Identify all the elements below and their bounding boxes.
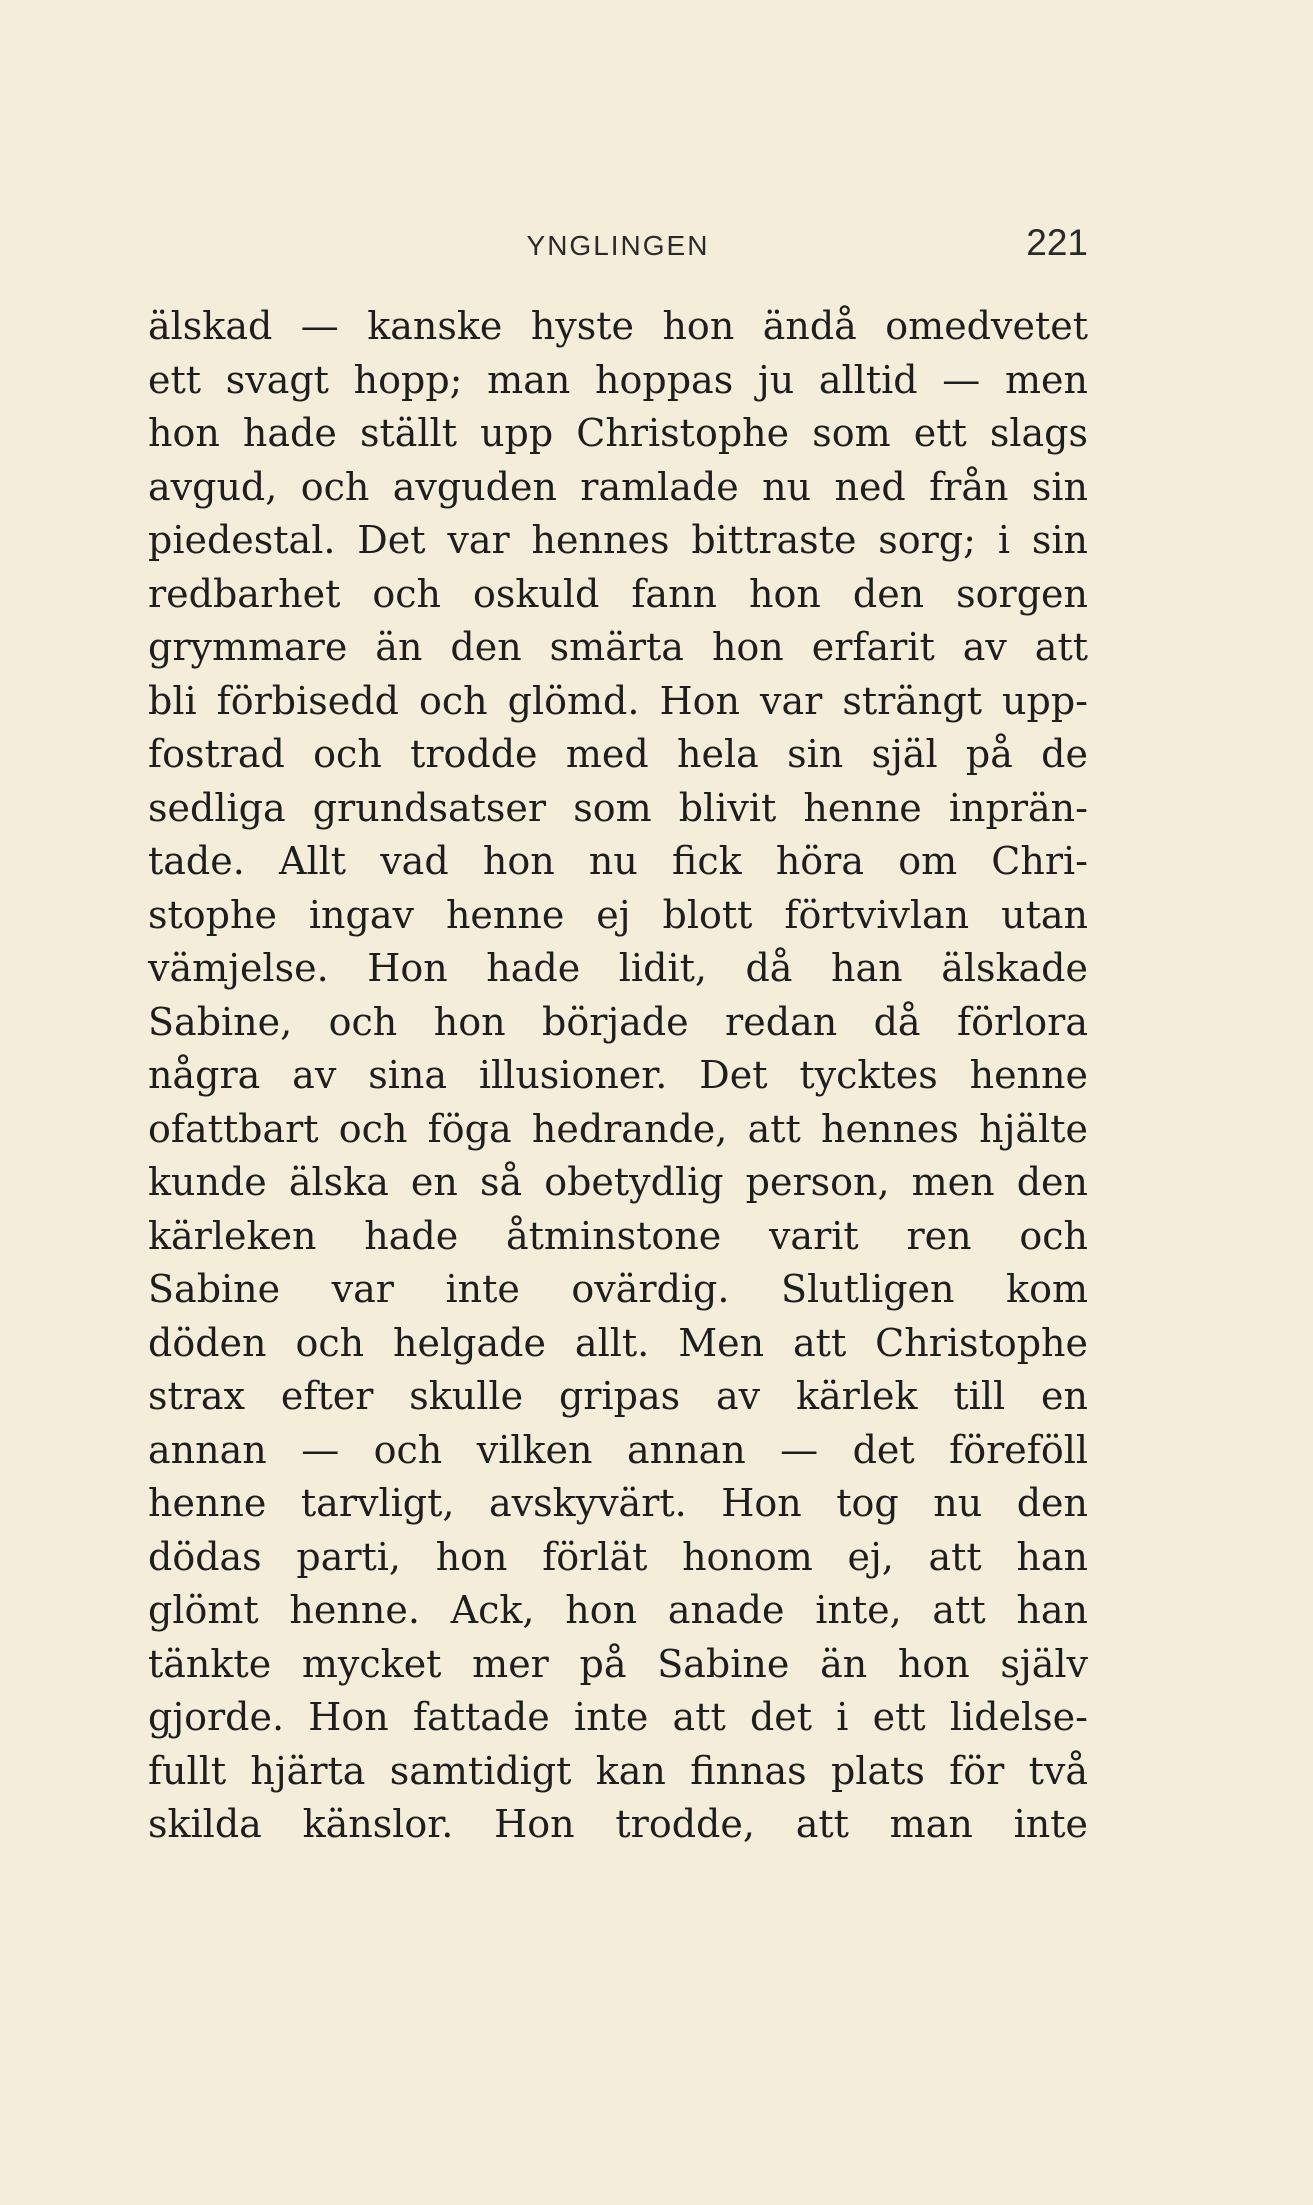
text-line: grymmare än den smärta hon erfarit av att bbox=[148, 625, 1088, 669]
text-line: bli förbisedd och glömd. Hon var strängt upp- bbox=[148, 678, 1088, 723]
text-line: strax efter skulle gripas av kärlek till en bbox=[148, 1374, 1088, 1418]
text-line: ofattbart och föga hedrande, att hennes hjälte bbox=[148, 1106, 1088, 1151]
text-line: gjorde. Hon fattade inte att det i ett lidelse- bbox=[148, 1695, 1088, 1739]
text-line: stophe ingav henne ej blott förtvivlan utan bbox=[148, 892, 1088, 937]
page-header bbox=[148, 222, 1088, 282]
text-line: glömt henne. Ack, hon anade inte, att han bbox=[148, 1588, 1088, 1632]
text-line: ett svagt hopp; man hoppas ju alltid — men bbox=[148, 357, 1088, 402]
text-line: Sabine var inte ovärdig. Slutligen kom bbox=[148, 1267, 1088, 1311]
text-line: kunde älska en så obetydlig person, men den bbox=[148, 1160, 1088, 1204]
text-line: kärleken hade åtminstone varit ren och bbox=[148, 1213, 1088, 1258]
text-line: redbarhet och oskuld fann hon den sorgen bbox=[148, 571, 1088, 616]
text-line: sedliga grundsatser som blivit henne inprän- bbox=[148, 785, 1088, 830]
text-line: annan — och vilken annan — det föreföll bbox=[148, 1427, 1088, 1472]
text-line: avgud, och avguden ramlade nu ned från sin bbox=[148, 464, 1088, 509]
text-line: vämjelse. Hon hade lidit, då han älskade bbox=[148, 946, 1088, 990]
text-line: döden och helgade allt. Men att Christophe bbox=[148, 1320, 1088, 1365]
text-line: tade. Allt vad hon nu fick höra om Chri- bbox=[148, 839, 1088, 883]
page-number: 221 bbox=[1026, 222, 1088, 263]
text-line: fullt hjärta samtidigt kan finnas plats för två bbox=[148, 1748, 1088, 1793]
text-line: henne tarvligt, avskyvärt. Hon tog nu den bbox=[148, 1481, 1088, 1525]
text-line: älskad — kanske hyste hon ändå omedvetet bbox=[148, 304, 1088, 348]
text-line: skilda känslor. Hon trodde, att man inte bbox=[148, 1802, 1088, 1846]
body-text bbox=[148, 300, 1088, 1852]
text-line: några av sina illusioner. Det tycktes henne bbox=[148, 1053, 1088, 1097]
text-line: tänkte mycket mer på Sabine än hon själv bbox=[148, 1641, 1088, 1686]
text-line: fostrad och trodde med hela sin själ på de bbox=[148, 732, 1088, 776]
text-line: piedestal. Det var hennes bittraste sorg; i sin bbox=[148, 518, 1088, 562]
text-line: dödas parti, hon förlät honom ej, att han bbox=[148, 1534, 1088, 1579]
running-head: YNGLINGEN bbox=[526, 230, 710, 261]
text-line: Sabine, och hon började redan då förlora bbox=[148, 999, 1088, 1044]
text-line: hon hade ställt upp Christophe som ett slags bbox=[148, 411, 1088, 455]
